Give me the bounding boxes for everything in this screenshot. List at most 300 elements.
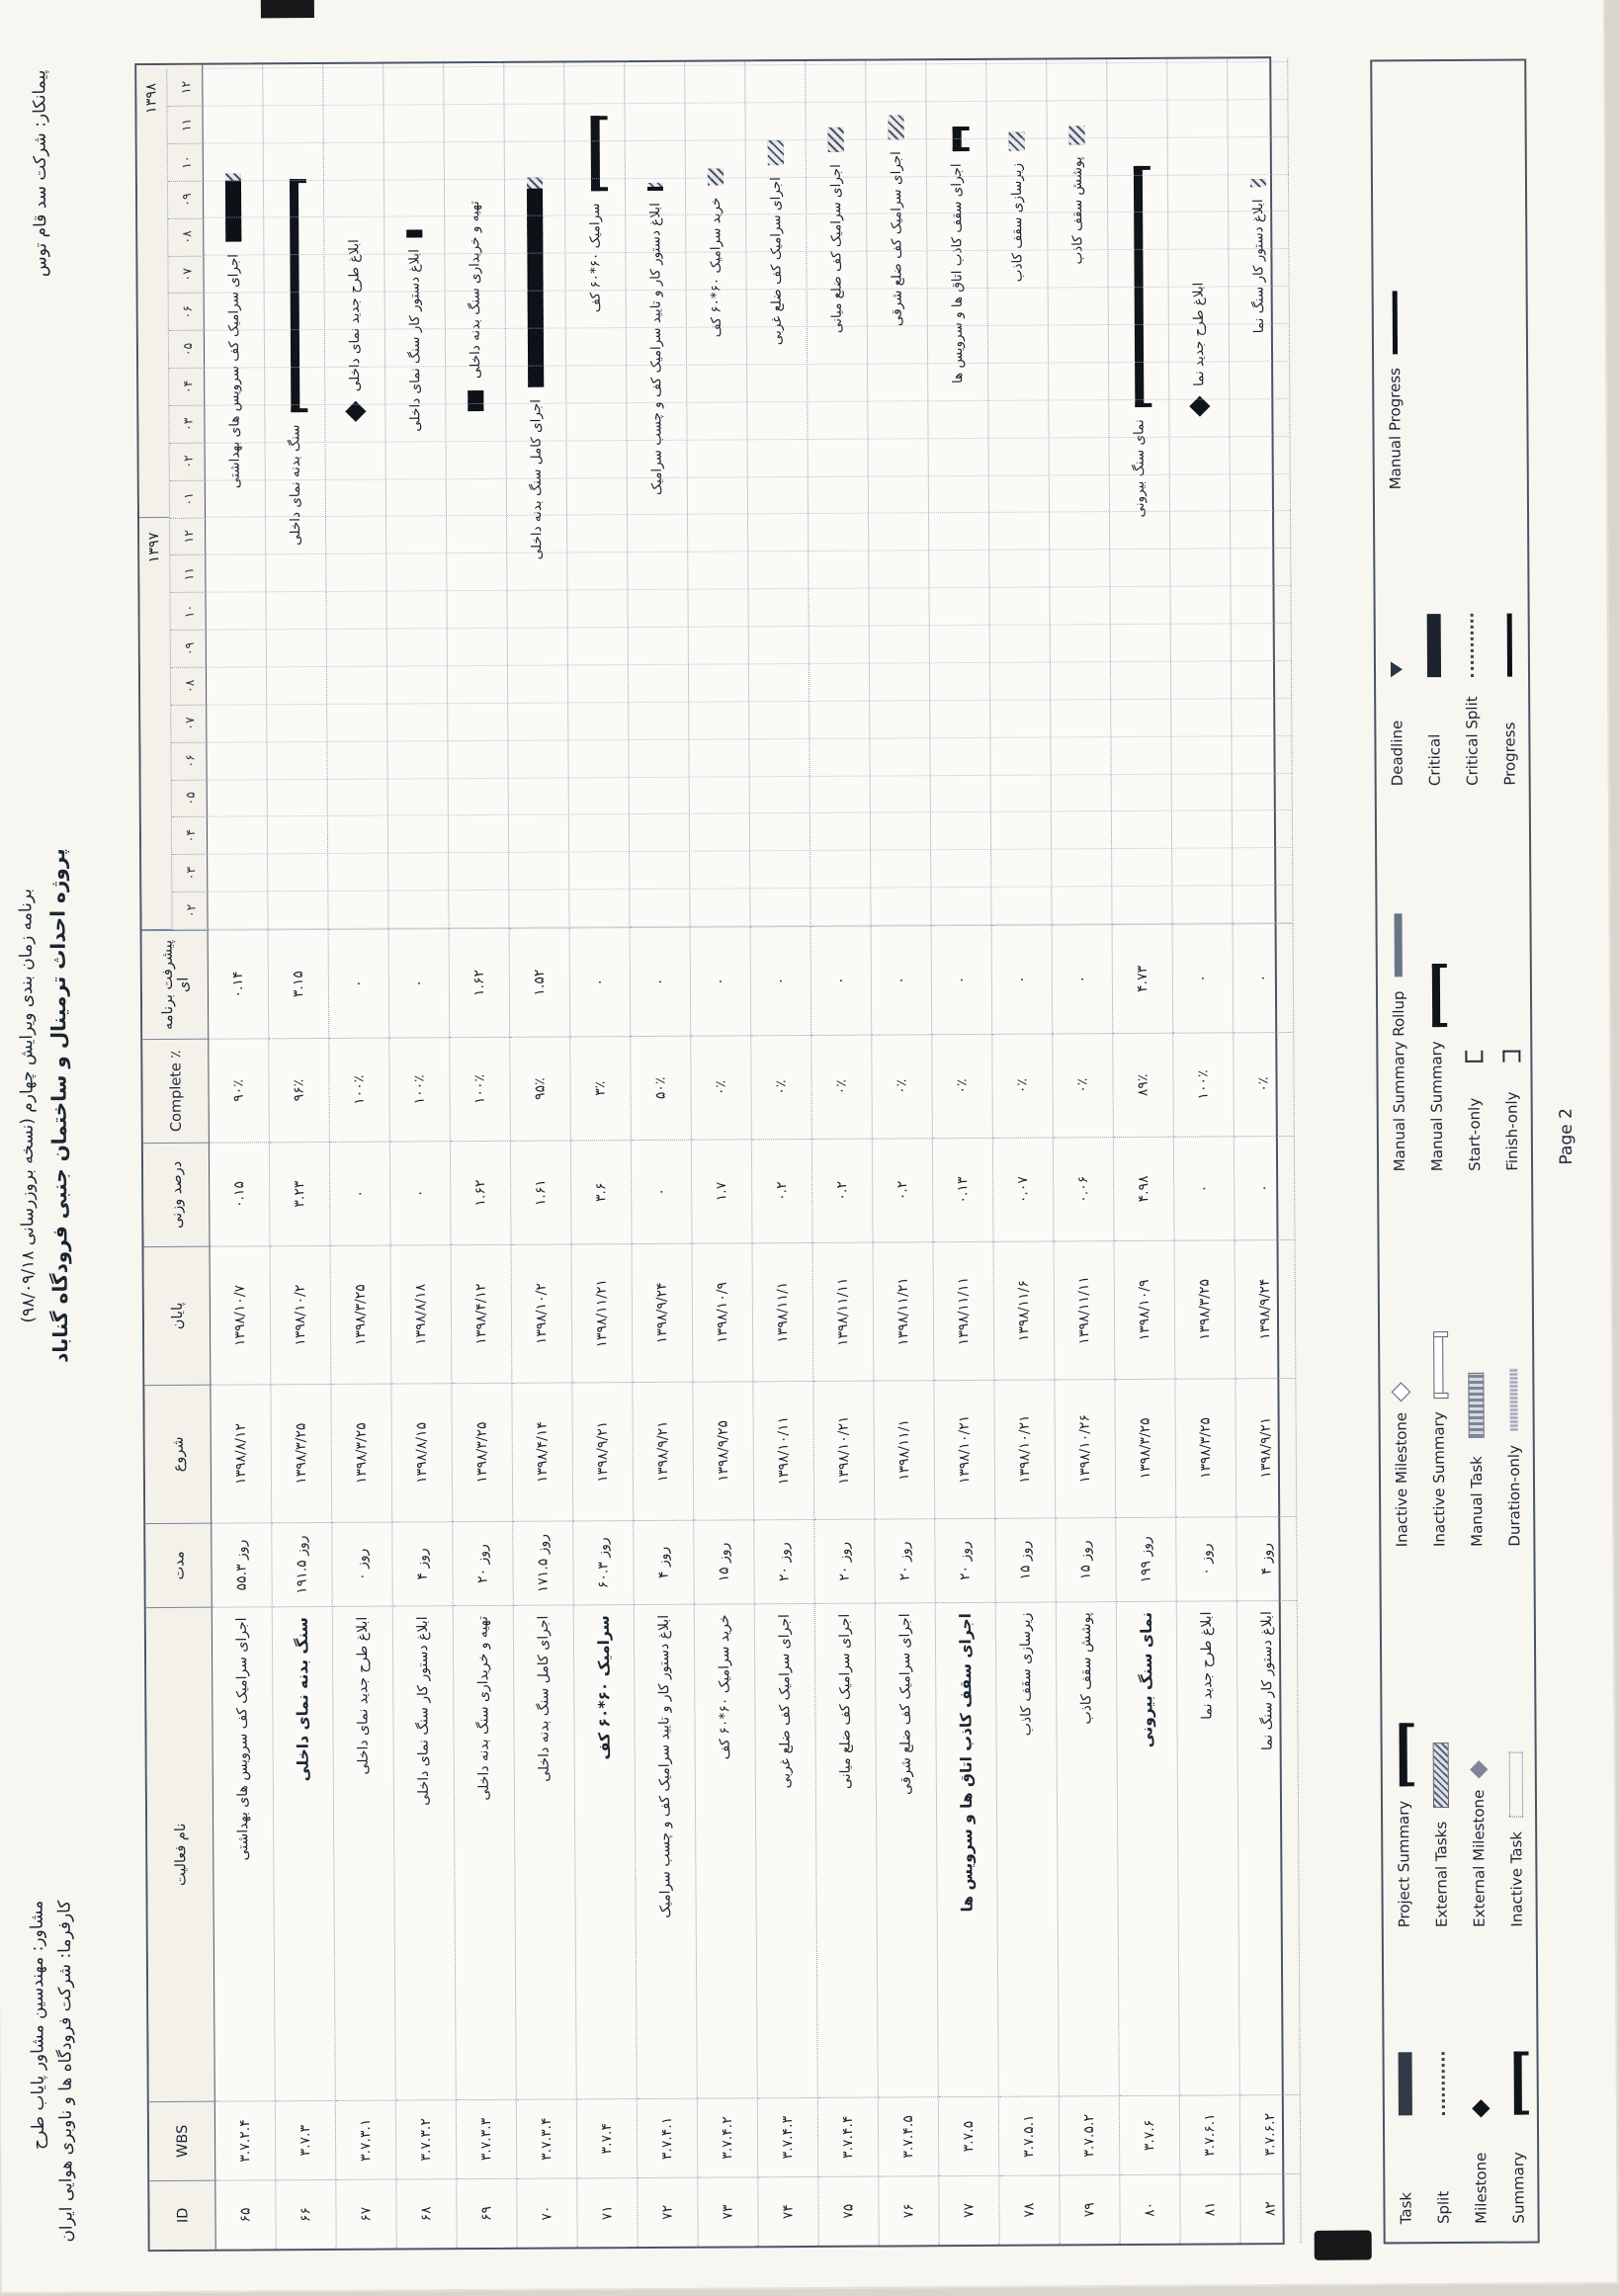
timescale-month: ۰۵ xyxy=(169,331,205,369)
cell-planned: ۰ xyxy=(691,926,751,1035)
cell-wbs: ۳.۷.۵.۲ xyxy=(1060,2095,1119,2174)
bar-label: اجرای سقف کاذب اتاق ها و سرویس ها xyxy=(948,163,967,384)
cell-wbs: ۳.۷.۶ xyxy=(1120,2095,1179,2174)
cell-planned: ۰ xyxy=(329,929,389,1038)
cell-id: ۸۰ xyxy=(1120,2174,1179,2244)
gantt-row-۶۵ xyxy=(203,68,267,929)
cell-wbs: ۳.۷.۴.۳ xyxy=(758,2097,817,2176)
timescale-month: ۰۳ xyxy=(172,855,208,893)
task-bar[interactable] xyxy=(527,178,544,387)
legend-label: Finish-only xyxy=(1502,1091,1522,1171)
remaining-fill xyxy=(1250,179,1266,187)
cell-weight: ۰.۲ xyxy=(873,1138,933,1241)
gantt-chart-frame xyxy=(134,56,1285,2252)
bar-label: تهیه و خریداری سنگ بدنه داخلی xyxy=(467,201,484,380)
gantt-row-۷۶ xyxy=(866,64,930,925)
legend-label: Summary xyxy=(1509,2152,1528,2224)
cell-name: ابلاغ دستور کار و تایید سرامیک کف و چسب سرامیک xyxy=(635,1604,697,2098)
hatch-sample-icon xyxy=(1432,1743,1450,1808)
cell-duration: روز ۲۰ xyxy=(875,1518,935,1602)
cell-wbs: ۳.۷.۳.۲ xyxy=(396,2099,456,2178)
cell-finish: ۱۳۹۸/۴/۱۲ xyxy=(452,1244,512,1383)
cell-planned: ۰ xyxy=(751,926,811,1035)
gantt-row-۷۲ xyxy=(625,66,689,927)
bar-label: خرید سرامیک ۶۰*۶۰ کف xyxy=(708,197,724,338)
cell-finish: ۱۳۹۸/۸/۱۸ xyxy=(391,1244,452,1383)
cell-duration: روز ۴ xyxy=(1236,1516,1297,1600)
legend-label: Milestone xyxy=(1472,2152,1491,2224)
legend-entry-milestone xyxy=(1461,1927,1500,2224)
cell-wbs: ۳.۷.۳ xyxy=(276,2100,335,2179)
cell-start: ۱۳۹۸/۳/۲۵ xyxy=(452,1383,512,1521)
bar-sample-icon xyxy=(1397,2052,1414,2115)
milestone-marker[interactable] xyxy=(345,401,366,422)
legend-entry-finish-only xyxy=(1491,786,1531,1171)
cell-finish: ۱۳۹۸/۳/۲۵ xyxy=(1175,1239,1236,1378)
bar-label: اجرای سرامیک کف ضلع شرقی xyxy=(888,151,905,327)
cell-start: ۱۳۹۸/۳/۲۵ xyxy=(271,1384,331,1522)
cell-planned: ۰ xyxy=(570,927,631,1036)
timescale-month: ۱۱ xyxy=(167,107,203,144)
cell-weight: ۰.۱۵ xyxy=(210,1142,270,1245)
cell-complete: ۱۰۰٪ xyxy=(329,1038,389,1142)
cell-finish: ۱۳۹۸/۹/۲۴ xyxy=(633,1243,693,1382)
cell-planned: ۰ xyxy=(389,928,450,1037)
cell-name: نمای سنگ بیرونی xyxy=(1117,1601,1179,2095)
timescale-month: ۰۵ xyxy=(172,780,208,817)
cell-id: ۷۲ xyxy=(638,2177,697,2247)
legend-label: Manual Progress xyxy=(1386,367,1405,490)
header-title-block xyxy=(10,691,78,1521)
cell-weight: ۱.۷ xyxy=(692,1139,752,1242)
summary-bar[interactable] xyxy=(953,127,962,151)
progress-fill xyxy=(527,189,544,388)
timescale-month: ۱۲ xyxy=(170,518,206,555)
timescale-month: ۰۲ xyxy=(172,893,208,930)
cell-planned: ۴.۷۳ xyxy=(1113,924,1173,1033)
gantt-row-۷۹ xyxy=(1047,63,1111,924)
legend-label xyxy=(1432,394,1433,489)
cell-start: ۱۳۹۸/۹/۲۱ xyxy=(572,1382,633,1520)
timescale-month: ۰۳ xyxy=(169,406,205,444)
legend-entry-critical-split xyxy=(1452,489,1491,786)
cell-id: ۷۵ xyxy=(818,2176,878,2246)
timescale-month: ۰۹ xyxy=(171,631,207,668)
page-header xyxy=(4,57,134,2253)
cell-finish: ۱۳۹۸/۱۱/۱ xyxy=(753,1242,813,1381)
legend-entry-duration-only xyxy=(1493,1171,1533,1547)
timescale-month: ۰۶ xyxy=(169,294,205,331)
cell-id: ۸۲ xyxy=(1240,2173,1300,2243)
timescale-month: ۰۱ xyxy=(170,480,206,518)
cell-duration: روز ۶۰.۳ xyxy=(573,1520,634,1604)
cell-duration: روز ۰ xyxy=(332,1522,392,1606)
task-bar[interactable] xyxy=(1069,126,1085,144)
bar-label: زیرسازی سقف کاذب xyxy=(1008,162,1026,283)
cell-planned: ۰.۱۴ xyxy=(209,929,269,1038)
cell-id: ۷۹ xyxy=(1060,2174,1119,2244)
scan-artifact-right-edge xyxy=(261,0,314,18)
cell-planned: ۰ xyxy=(1173,923,1234,1032)
bar-label: پوشش سقف کاذب xyxy=(1068,156,1086,265)
cell-complete: ۱۰۰٪ xyxy=(1173,1032,1234,1136)
cell-start: ۱۳۹۸/۴/۱۴ xyxy=(512,1382,572,1520)
cell-finish: ۱۳۹۸/۳/۲۵ xyxy=(331,1245,391,1384)
cell-complete: ۹۵٪ xyxy=(510,1036,570,1140)
cell-complete: ۸۹٪ xyxy=(1113,1033,1173,1137)
cell-duration: روز ۱۵ xyxy=(694,1519,754,1603)
finish-sample-icon xyxy=(1502,1051,1520,1063)
cell-name: زیرسازی سقف کاذب xyxy=(996,1601,1059,2095)
timescale-month: ۰۷ xyxy=(168,256,204,294)
cell-finish: ۱۳۹۸/۱۰/۷ xyxy=(211,1245,271,1384)
cell-planned: ۰ xyxy=(1053,924,1113,1033)
legend-label: Deadline xyxy=(1388,720,1406,787)
cell-weight: ۰.۰۷ xyxy=(993,1137,1054,1240)
timescale-header xyxy=(136,69,208,930)
cell-start: ۱۳۹۸/۹/۲۱ xyxy=(1236,1378,1296,1516)
cell-id: ۶۷ xyxy=(336,2179,395,2249)
cell-name: سرامیک ۶۰*۶۰ کف xyxy=(574,1604,637,2098)
timescale-month: ۰۴ xyxy=(169,369,205,406)
thin-sample-icon xyxy=(1389,913,1406,977)
legend-entry-manual-progress xyxy=(1375,163,1414,489)
cell-duration: روز ۲۰ xyxy=(453,1521,513,1605)
gantt-row-۷۰ xyxy=(504,66,568,927)
gantt-row-۷۷ xyxy=(926,64,990,925)
cell-start: ۱۳۹۸/۳/۲۵ xyxy=(1115,1379,1175,1517)
summary-bar[interactable] xyxy=(1134,165,1144,407)
cell-complete: ۰٪ xyxy=(932,1034,992,1138)
bar-label: سنگ بدنه نمای داخلی xyxy=(287,424,304,546)
cell-start: ۱۳۹۸/۱۰/۲۱ xyxy=(994,1379,1055,1517)
milestone-marker[interactable] xyxy=(1189,396,1210,417)
cell-wbs: ۳.۷.۴.۵ xyxy=(879,2096,938,2175)
cell-planned: ۱.۶۲ xyxy=(450,928,510,1037)
cell-start: ۱۳۹۸/۱۱/۱ xyxy=(874,1380,934,1518)
cell-planned: ۰ xyxy=(872,925,932,1034)
cell-complete: ۳٪ xyxy=(570,1036,631,1140)
cell-id: ۷۷ xyxy=(939,2175,998,2245)
task-bar[interactable] xyxy=(1250,179,1266,187)
cell-name: سنگ بدنه نمای داخلی xyxy=(273,1606,335,2100)
cell-name: اجرای سرامیک کف سرویس های بهداشتی xyxy=(213,1606,275,2100)
cell-weight: ۱.۶۱ xyxy=(511,1140,571,1243)
cell-complete: ۰٪ xyxy=(1053,1033,1113,1137)
bracket-sample-icon xyxy=(1509,2052,1527,2115)
cell-start: ۱۳۹۸/۳/۲۵ xyxy=(1175,1378,1236,1516)
cell-start: ۱۳۹۸/۱۰/۱۱ xyxy=(753,1381,813,1519)
cell-weight: ۳.۲۳ xyxy=(270,1142,330,1245)
timescale-month: ۰۶ xyxy=(171,742,207,780)
cell-weight: ۰.۱۳ xyxy=(933,1138,993,1241)
cell-duration: روز ۱۹۹ xyxy=(1116,1517,1176,1601)
cell-planned: ۳.۱۵ xyxy=(269,929,329,1038)
project-title: پروژه احداث ترمینال و ساختمان جنبی فرودگاه گناباد xyxy=(45,848,73,1364)
cell-start: ۱۳۹۸/۹/۲۵ xyxy=(693,1381,753,1519)
legend-label: External Tasks xyxy=(1432,1821,1451,1928)
cell-name: اجرای سرامیک کف ضلع غربی xyxy=(755,1603,817,2097)
legend-label: Manual Summary xyxy=(1427,1041,1447,1172)
cell-complete: ۰٪ xyxy=(751,1035,811,1139)
cell-id: ۷۰ xyxy=(517,2177,576,2247)
progress-fill xyxy=(468,390,483,412)
progress-fill xyxy=(225,180,241,242)
cell-weight: ۴.۹۸ xyxy=(1114,1137,1174,1240)
cell-weight: ۰ xyxy=(1235,1136,1295,1239)
timescale-month: ۰۷ xyxy=(171,706,207,743)
column-header-duration: مدت xyxy=(145,1523,213,1607)
cell-wbs: ۳.۷.۴.۴ xyxy=(818,2097,878,2176)
legend-label: Inactive Summary xyxy=(1429,1411,1449,1548)
gantt-row-۸۱ xyxy=(1167,62,1232,923)
column-header-name: نام فعالیت xyxy=(146,1607,215,2101)
cell-duration: روز ۱۵ xyxy=(1056,1517,1116,1601)
cell-name: ابلاغ دستور کار سنگ نمای داخلی xyxy=(393,1605,456,2099)
legend-entry-empty xyxy=(1488,163,1527,489)
column-header-id: ID xyxy=(149,2180,215,2250)
consultant-line: مشاور: مهندسین مشاور پایاب طرح xyxy=(27,1900,49,2150)
cell-wbs: ۳.۷.۶.۱ xyxy=(1180,2094,1239,2173)
cell-weight: ۰.۰۶ xyxy=(1054,1137,1114,1240)
cell-duration: روز ۵۵.۳ xyxy=(212,1522,272,1606)
cell-wbs: ۳.۷.۶.۲ xyxy=(1240,2094,1300,2173)
remaining-fill xyxy=(889,115,904,139)
cell-finish: ۱۳۹۸/۱۱/۶ xyxy=(994,1240,1055,1379)
timescale-month: ۱۱ xyxy=(170,555,206,593)
bar-label: اجرای سرامیک کف ضلع غربی xyxy=(767,177,785,346)
task-bar[interactable] xyxy=(708,168,724,186)
cell-duration: روز ۴ xyxy=(392,1521,453,1605)
cell-weight: ۰ xyxy=(1174,1136,1235,1239)
timescale-year-۱۳۹۸: ۱۳۹۸ xyxy=(136,69,169,519)
legend-entry-task xyxy=(1386,1927,1425,2224)
bar-label: اجرای کامل سنگ بدنه داخلی xyxy=(528,399,546,560)
dotbar-sample-icon xyxy=(1507,1752,1525,1818)
cell-name: اجرای کامل سنگ بدنه داخلی xyxy=(514,1604,576,2098)
bar-label: ابلاغ طرح جدید نما xyxy=(1190,282,1208,387)
legend-label: Project Summary xyxy=(1394,1800,1413,1928)
cell-complete: ۰٪ xyxy=(691,1035,751,1139)
legend-label: Manual Task xyxy=(1467,1456,1487,1547)
legend-entry-external-tasks xyxy=(1420,1547,1460,1927)
task-bar[interactable] xyxy=(647,183,663,191)
dots-sample-icon xyxy=(1463,614,1481,677)
client-line: کارفرما: شرکت فرودگاه ها و ناوبری هوایی ایران xyxy=(54,1900,77,2243)
legend-entry-summary xyxy=(1498,1927,1538,2224)
legend-entry-manual-summary xyxy=(1416,786,1456,1171)
task-row-۸۲[interactable] xyxy=(1228,58,1301,2243)
timescale-month: ۱۰ xyxy=(168,144,204,182)
cell-duration: روز ۱۷۱.۵ xyxy=(513,1520,573,1604)
timescale-month: ۰۲ xyxy=(170,444,206,481)
cell-name: اجرای سقف کاذب اتاق ها و سرویس ها xyxy=(936,1602,998,2096)
legend-entry-manual-task xyxy=(1456,1171,1495,1547)
gantt-row-۷۳ xyxy=(685,65,749,926)
bar-label: ابلاغ طرح جدید نمای داخلی xyxy=(346,239,364,392)
legend-label: Critical Split xyxy=(1463,696,1482,786)
line-sample-icon xyxy=(1500,614,1518,677)
remaining-fill xyxy=(768,140,784,165)
bracket-sample-icon xyxy=(1395,1724,1412,1787)
legend-entry-critical xyxy=(1414,489,1454,786)
cell-complete: ۱۰۰٪ xyxy=(389,1037,450,1141)
cell-finish: ۱۳۹۸/۱۱/۲۱ xyxy=(572,1243,633,1382)
cell-finish: ۱۳۹۸/۱۰/۲ xyxy=(512,1243,572,1382)
legend-label: Inactive Task xyxy=(1507,1830,1526,1927)
cell-complete: ۹۰٪ xyxy=(209,1038,269,1142)
legend-label: Split xyxy=(1434,2190,1453,2225)
gantt-row-۶۷ xyxy=(323,68,387,929)
cell-planned: ۰ xyxy=(631,927,691,1036)
summary-bar[interactable] xyxy=(290,179,299,412)
cell-wbs: ۳.۷.۴.۱ xyxy=(638,2098,697,2177)
gantt-row-۷۱ xyxy=(564,66,629,927)
bar-label: ابلاغ دستور کار و تایید سرامیک کف و چسب سرامیک xyxy=(647,203,665,496)
gantt-row-۷۸ xyxy=(986,63,1051,924)
task-bar[interactable] xyxy=(225,174,241,243)
bar-label: ابلاغ دستور کار سنگ نما xyxy=(1250,199,1267,334)
gantt-row-۶۸ xyxy=(383,67,448,928)
cell-name: ابلاغ طرح جدید نما xyxy=(1177,1600,1239,2094)
cell-complete: ۰٪ xyxy=(992,1033,1053,1137)
bar-label: اجرای سرامیک کف ضلع میانی xyxy=(827,164,845,334)
cell-finish: ۱۳۹۸/۱۱/۱۱ xyxy=(813,1242,874,1381)
cell-planned: ۰ xyxy=(1234,923,1294,1032)
task-bar[interactable] xyxy=(768,140,784,165)
cell-finish: ۱۳۹۸/۱۱/۱۱ xyxy=(934,1241,994,1380)
cell-duration: روز ۱۵ xyxy=(995,1517,1056,1601)
remaining-fill xyxy=(708,168,724,186)
bar-label: اجرای سرامیک کف سرویس های بهداشتی xyxy=(225,253,243,489)
progress-fill xyxy=(406,229,422,237)
cell-id: ۷۶ xyxy=(879,2175,938,2245)
cell-name: پوشش سقف کاذب xyxy=(1057,1601,1119,2095)
thin2-sample-icon xyxy=(1504,1368,1522,1431)
legend-entry-empty xyxy=(1450,163,1490,489)
timescale-month: ۱۲ xyxy=(167,69,203,107)
cell-complete: ۵۰٪ xyxy=(631,1036,691,1140)
legend-label xyxy=(1470,394,1471,489)
cell-wbs: ۳.۷.۳.۴ xyxy=(517,2098,576,2177)
column-header-planned: پیشرفت برنامه ای xyxy=(142,930,210,1039)
cell-wbs: ۳.۷.۳.۳ xyxy=(457,2099,516,2178)
task-bar[interactable] xyxy=(1009,132,1025,151)
legend-label: Inactive Milestone xyxy=(1392,1411,1411,1548)
column-header-start: شروع xyxy=(144,1385,212,1523)
table-body xyxy=(203,58,1301,2250)
cell-id: ۷۳ xyxy=(698,2176,757,2246)
progress-fill xyxy=(647,187,663,191)
cell-weight: ۰.۲ xyxy=(752,1139,812,1242)
cell-start: ۱۳۹۸/۱۰/۲۶ xyxy=(1055,1379,1115,1517)
bar-label: ابلاغ دستور کار سنگ نمای داخلی xyxy=(406,249,424,432)
gantt-row-۷۵ xyxy=(806,65,870,926)
legend-entry-manual-summary-rollup xyxy=(1379,786,1418,1171)
legend-label: Progress xyxy=(1500,722,1519,786)
cell-name: اجرای سرامیک کف ضلع شرقی xyxy=(876,1602,938,2096)
hatch2-sample-icon xyxy=(1467,1373,1485,1438)
cell-wbs: ۳.۷.۵ xyxy=(939,2096,998,2175)
legend-label xyxy=(1507,394,1508,489)
legend-entry-split xyxy=(1423,1927,1463,2224)
cell-duration: روز ۲۰ xyxy=(814,1519,875,1603)
remaining-fill xyxy=(828,128,844,152)
cell-start: ۱۳۹۸/۹/۲۱ xyxy=(633,1382,693,1520)
cell-finish: ۱۳۹۸/۱۰/۹ xyxy=(1115,1240,1175,1379)
column-header-weight: درصد وزنی xyxy=(143,1143,211,1246)
gantt-row-۶۶ xyxy=(263,68,327,929)
timescale-month: ۰۸ xyxy=(171,668,207,706)
bardark-sample-icon xyxy=(1425,614,1443,677)
page-number: Page 2 xyxy=(1556,1108,1577,1165)
cell-weight: ۰ xyxy=(390,1141,451,1244)
header-left-block xyxy=(24,1900,81,2242)
cell-weight: ۱.۶۲ xyxy=(451,1141,511,1244)
legend-entry-start-only xyxy=(1454,786,1493,1171)
cell-start: ۱۳۹۸/۸/۱۲ xyxy=(211,1384,271,1522)
cell-wbs: ۳.۷.۴ xyxy=(577,2098,637,2177)
cell-finish: ۱۳۹۸/۱۰/۹ xyxy=(693,1242,753,1381)
diagray-sample-icon xyxy=(1470,1763,1488,1776)
legend-label: Manual Summary Rollup xyxy=(1389,990,1409,1172)
timescale-year-۱۳۹۷: ۱۳۹۷ xyxy=(139,518,172,930)
cell-weight: ۰ xyxy=(632,1140,692,1243)
cell-duration: روز ۰ xyxy=(1176,1516,1236,1600)
legend-entry-progress xyxy=(1490,489,1529,786)
task-bar[interactable] xyxy=(828,128,844,152)
task-bar[interactable] xyxy=(889,115,904,139)
cell-duration: روز ۲۰ xyxy=(935,1518,995,1602)
remaining-fill xyxy=(1069,126,1085,144)
cell-complete: ۰٪ xyxy=(1234,1032,1294,1136)
gantt-row-۷۴ xyxy=(745,65,810,926)
task-bar[interactable] xyxy=(468,390,483,412)
cell-finish: ۱۳۹۸/۹/۲۴ xyxy=(1236,1239,1296,1378)
legend-entry-deadline xyxy=(1377,489,1416,786)
cell-complete: ۰٪ xyxy=(872,1034,932,1138)
cell-duration: روز ۴ xyxy=(634,1520,694,1604)
legend-label: Start-only xyxy=(1465,1097,1485,1171)
legend-entry-project-summary xyxy=(1383,1547,1422,1927)
cell-weight: ۰.۲ xyxy=(812,1139,873,1242)
gantt-row-۸۰ xyxy=(1107,63,1171,924)
column-header-finish: پایان xyxy=(144,1246,212,1385)
cell-planned: ۰ xyxy=(932,925,992,1034)
cell-id: ۷۸ xyxy=(999,2174,1059,2244)
cell-name: ابلاغ طرح جدید نمای داخلی xyxy=(333,1606,395,2100)
cell-planned: ۰ xyxy=(811,926,872,1035)
diaopen-sample-icon xyxy=(1392,1385,1409,1399)
cell-weight: ۰ xyxy=(330,1142,390,1245)
gantt-row-۸۲ xyxy=(1228,62,1292,923)
timescale-month: ۰۸ xyxy=(168,218,204,256)
cell-start: ۱۳۹۸/۳/۲۵ xyxy=(331,1384,391,1522)
cell-id: ۶۸ xyxy=(396,2178,456,2248)
task-bar[interactable] xyxy=(406,229,422,237)
dots-sample-icon xyxy=(1434,2052,1452,2115)
summary-bar[interactable] xyxy=(591,117,600,192)
bar-label: نمای سنگ بیرونی xyxy=(1131,419,1149,518)
legend-label: Task xyxy=(1397,2191,1415,2225)
legend-label: Duration-only xyxy=(1504,1444,1524,1547)
cell-wbs: ۳.۷.۳.۱ xyxy=(336,2100,395,2179)
gantt-row-۶۹ xyxy=(444,67,508,928)
legend-label: External Milestone xyxy=(1469,1789,1489,1927)
timescale-month: ۰۴ xyxy=(172,817,208,855)
legend-entry-inactive-milestone xyxy=(1381,1171,1420,1547)
cell-complete: ۱۰۰٪ xyxy=(450,1037,510,1141)
